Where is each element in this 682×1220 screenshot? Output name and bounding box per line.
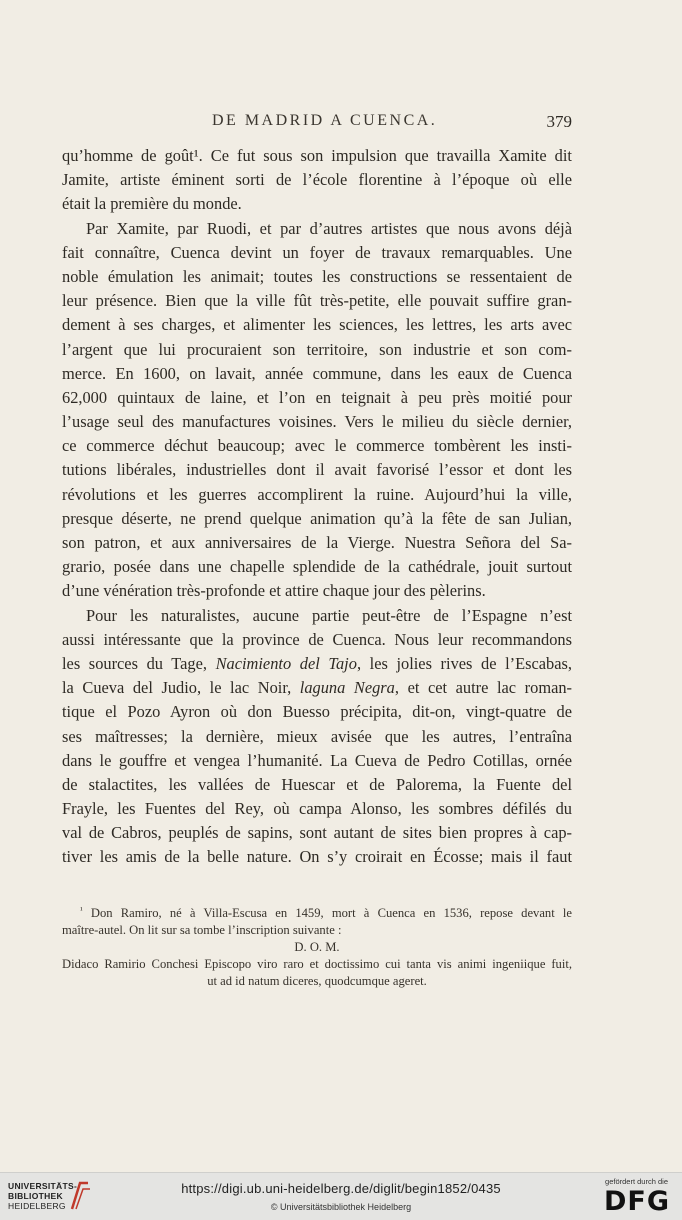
text-line: merce. En 1600, on lavait, année commune, dans les eaux de Cuenca (62, 363, 572, 383)
body-text (62, 144, 572, 870)
inscription-line: ut ad id natum diceres, quodcumque ageret. (207, 974, 427, 988)
text-run: la Cueva del Judio, le lac Noir, (62, 678, 300, 698)
text-line: ce commerce déchut beaucoup; avec le commerce tombèrent les insti- (62, 436, 572, 456)
text-line: l’usage seul des manufactures voisines. Vers le milieu du siècle dernier, (62, 412, 572, 432)
text-line: fait connaître, Cuenca devint un foyer de travaux remarquables. Une (62, 242, 572, 262)
text-line: tiver les amis de la belle nature. On s’y croirait en Écosse; mais il faut (62, 847, 572, 867)
text-line: dement à ses charges, et alimenter les sciences, les lettres, les arts avec (62, 315, 572, 335)
text-line-mixed (62, 676, 572, 700)
text-run: , les jolies rives de l’Escabas, (356, 653, 572, 673)
inscription-line: Didaco Ramirio Conchesi Episcopo viro raro et doctissimo cui tanta vis animi ingeniique fuit, (62, 957, 572, 971)
text-line: noble émulation les animait; toutes les constructions se ressentaient de (62, 266, 572, 286)
running-title: DE MADRID A CUENCA. (212, 112, 438, 129)
text-run: les sources du Tage, (62, 653, 216, 673)
permalink-url[interactable]: https://digi.ub.uni-heidelberg.de/diglit/begin1852/0435 (181, 1181, 501, 1196)
text-line: Frayle, les Fuentes del Rey, où campa Alonso, les sombres défilés du (62, 799, 572, 819)
inscription-heading: D. O. M. (294, 940, 340, 954)
page-header (62, 112, 572, 134)
paragraph-1 (62, 144, 572, 217)
footnote-line (62, 902, 572, 922)
text-line: dans le gouffre et vengea l’humanité. La Cueva de Pedro Cotillas, ornée (62, 750, 572, 770)
text-line: val de Cabros, peuplés de sapins, sont autant de sites bien propres à cap- (62, 823, 572, 843)
text-line: tutions libérales, industrielles dont il avait favorisé l’essor et dont les (62, 460, 572, 480)
text-line: aussi intéressante que la province de Cuenca. Nous leur recommandons (62, 629, 572, 649)
text-line: ses maîtresses; la dernière, mieux avisée que les autres, l’entraîna (62, 726, 572, 746)
paragraph-2 (62, 217, 572, 604)
text-line-mixed (62, 652, 572, 676)
italic-place-name: laguna Negra (299, 678, 395, 698)
italic-place-name: Nacimiento del Tajo (215, 653, 357, 673)
text-line: qu’homme de goût¹. Ce fut sous son impulsion que travailla Xamite dit (62, 146, 572, 165)
footnote-marker: ¹ (80, 905, 83, 915)
text-line: Par Xamite, par Ruodi, et par d’autres artistes que nous avons déjà (86, 218, 572, 238)
text-line: 62,000 quintaux de laine, et l’on en teignait à peu près moitié pour (62, 387, 572, 407)
library-name-line: BIBLIOTHEK (8, 1191, 63, 1201)
dfg-logo: DFG (603, 1186, 670, 1217)
library-name-line: HEIDELBERG (8, 1201, 66, 1211)
text-line: leur présence. Bien que la ville fût très-petite, elle pouvait suffire gran- (62, 291, 572, 311)
page-number: 379 (546, 112, 572, 131)
funding-caption: gefördert durch die (605, 1177, 668, 1186)
footnotes (62, 902, 572, 990)
text-line: son patron, et aux anniversaires de la Vierge. Nuestra Señora del Sa- (62, 533, 572, 552)
text-line: était la première du monde. (62, 194, 242, 214)
library-name-line: UNIVERSITÄTS- (8, 1181, 78, 1191)
footnote-text: Don Ramiro, né à Villa-Escusa en 1459, mort à Cuenca en 1536, repose devant le (90, 906, 572, 920)
text-line: Pour les naturalistes, aucune partie peut-être de l’Espagne n’est (86, 605, 572, 625)
text-line: presque déserte, ne prend quelque animation qu’à la fête de san Julian, (62, 508, 572, 528)
viewer-footer (0, 1172, 682, 1220)
text-line: Jamite, artiste éminent sorti de l’école florentine à l’époque où elle (62, 170, 572, 190)
text-line: l’argent que lui procuraient son territoire, son industrie et son com- (62, 339, 572, 359)
text-line: grario, posée dans une chapelle splendide de la cathédrale, jouit surtout (62, 557, 572, 577)
text-line: de stalactites, les vallées de Huescar et de Palorema, la Fuente del (62, 774, 572, 794)
text-run: , et cet autre lac roman- (394, 678, 572, 698)
copyright-text: © Universitätsbibliothek Heidelberg (270, 1202, 412, 1212)
text-line: révolutions et les guerres accomplirent la ruine. Aujourd’hui la ville, (62, 484, 572, 504)
text-line: tique el Pozo Ayron où don Buesso précipita, dit-on, vingt-quatre de (62, 702, 572, 722)
footnote-line: maître-autel. On lit sur sa tombe l’inscription suivante : (62, 923, 342, 937)
text-line: d’une vénération très-profonde et attire chaque jour des pèlerins. (62, 581, 486, 601)
paragraph-3 (62, 604, 572, 870)
